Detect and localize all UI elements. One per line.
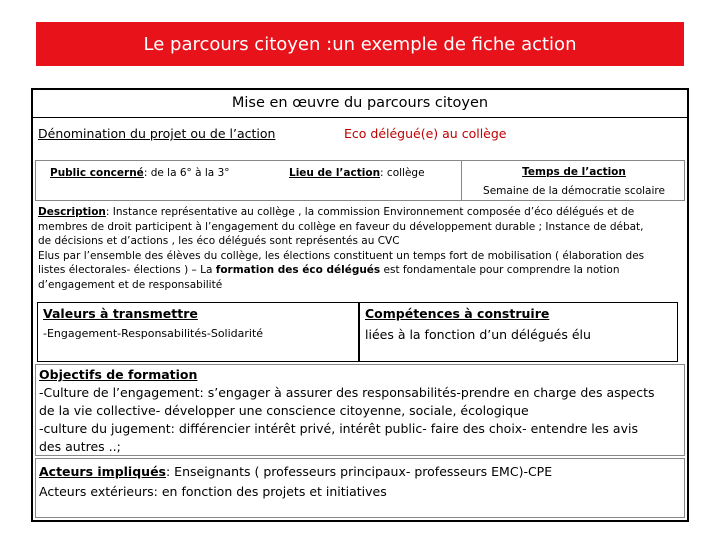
divider (33, 117, 687, 118)
acteurs-label: Acteurs impliqués (39, 464, 166, 479)
public-value: : de la 6° à la 3° (143, 167, 230, 179)
lieu-value: : collège (380, 167, 425, 179)
objectifs-cell (35, 364, 685, 456)
lieu-field (289, 166, 425, 181)
description-line-5-end: est fondamentale pour comprendre la notion (380, 264, 620, 276)
objectifs-line-4: des autres ..; (39, 439, 121, 454)
denomination-value: Eco délégué(e) au collège (344, 126, 507, 141)
section-title: Mise en œuvre du parcours citoyen (231, 95, 489, 111)
valeurs-value: -Engagement-Responsabilités-Solidarité (43, 327, 264, 340)
banner-title: Le parcours citoyen :un exemple de fiche action (143, 33, 577, 55)
title-banner (36, 22, 684, 66)
objectifs-block (39, 366, 685, 456)
description-block (38, 205, 686, 292)
description-line-3: de décisions et d’actions , les éco délégués sont représentés au CVC (38, 235, 400, 247)
description-label: Description (38, 206, 106, 218)
description-line-2: membres de droit participent à l’engagement du collège en faveur du développement durable ; Instance de débat, (38, 220, 644, 233)
competences-label: Compétences à construire (365, 306, 550, 321)
valeurs-cell (37, 302, 359, 362)
public-label: Public concerné (50, 167, 144, 179)
acteurs-value: : Enseignants ( professeurs principaux- professeurs EMC)-CPE (165, 464, 553, 479)
objectifs-line-2: de la vie collective- développer une conscience citoyenne, sociale, écologique (39, 403, 529, 418)
description-line-1: : Instance représentative au collège , la commission Environnement composée d’éco délégués et de (105, 206, 635, 218)
acteurs-exterieurs: Acteurs extérieurs: en fonction des projets et initiatives (39, 484, 387, 499)
objectifs-line-1: -Culture de l’engagement: s’engager à assurer des responsabilités-prendre en charge des aspects (39, 385, 655, 400)
description-line-5-bold: formation des éco délégués (215, 264, 381, 276)
competences-cell (359, 302, 678, 362)
temps-value: Semaine de la démocratie scolaire (483, 184, 665, 197)
objectifs-line-3: -culture du jugement: différencier intérêt privé, intérêt public- faire des choix- entendre les avis (39, 421, 638, 436)
action-sheet (31, 88, 689, 522)
temps-label: Temps de l’action (522, 166, 626, 178)
acteurs-cell (35, 458, 685, 518)
competences-value: liées à la fonction d’un délégués élu (365, 327, 591, 342)
description-line-5-start: listes électorales- élections ) – La (38, 264, 216, 276)
valeurs-label: Valeurs à transmettre (43, 306, 198, 321)
lieu-label: Lieu de l’action (289, 167, 381, 179)
description-line-4: Elus par l’ensemble des élèves du collège, les élections constituent un temps fort de mobilisation ( élaboration des (38, 249, 645, 262)
description-line-6: d’engagement et de responsabilité (38, 278, 223, 291)
denomination-label: Dénomination du projet ou de l’action (38, 126, 276, 141)
objectifs-label: Objectifs de formation (39, 367, 198, 382)
public-field (50, 166, 230, 181)
temps-cell (461, 160, 686, 201)
info-row (35, 160, 685, 201)
acteurs-block (39, 463, 685, 501)
